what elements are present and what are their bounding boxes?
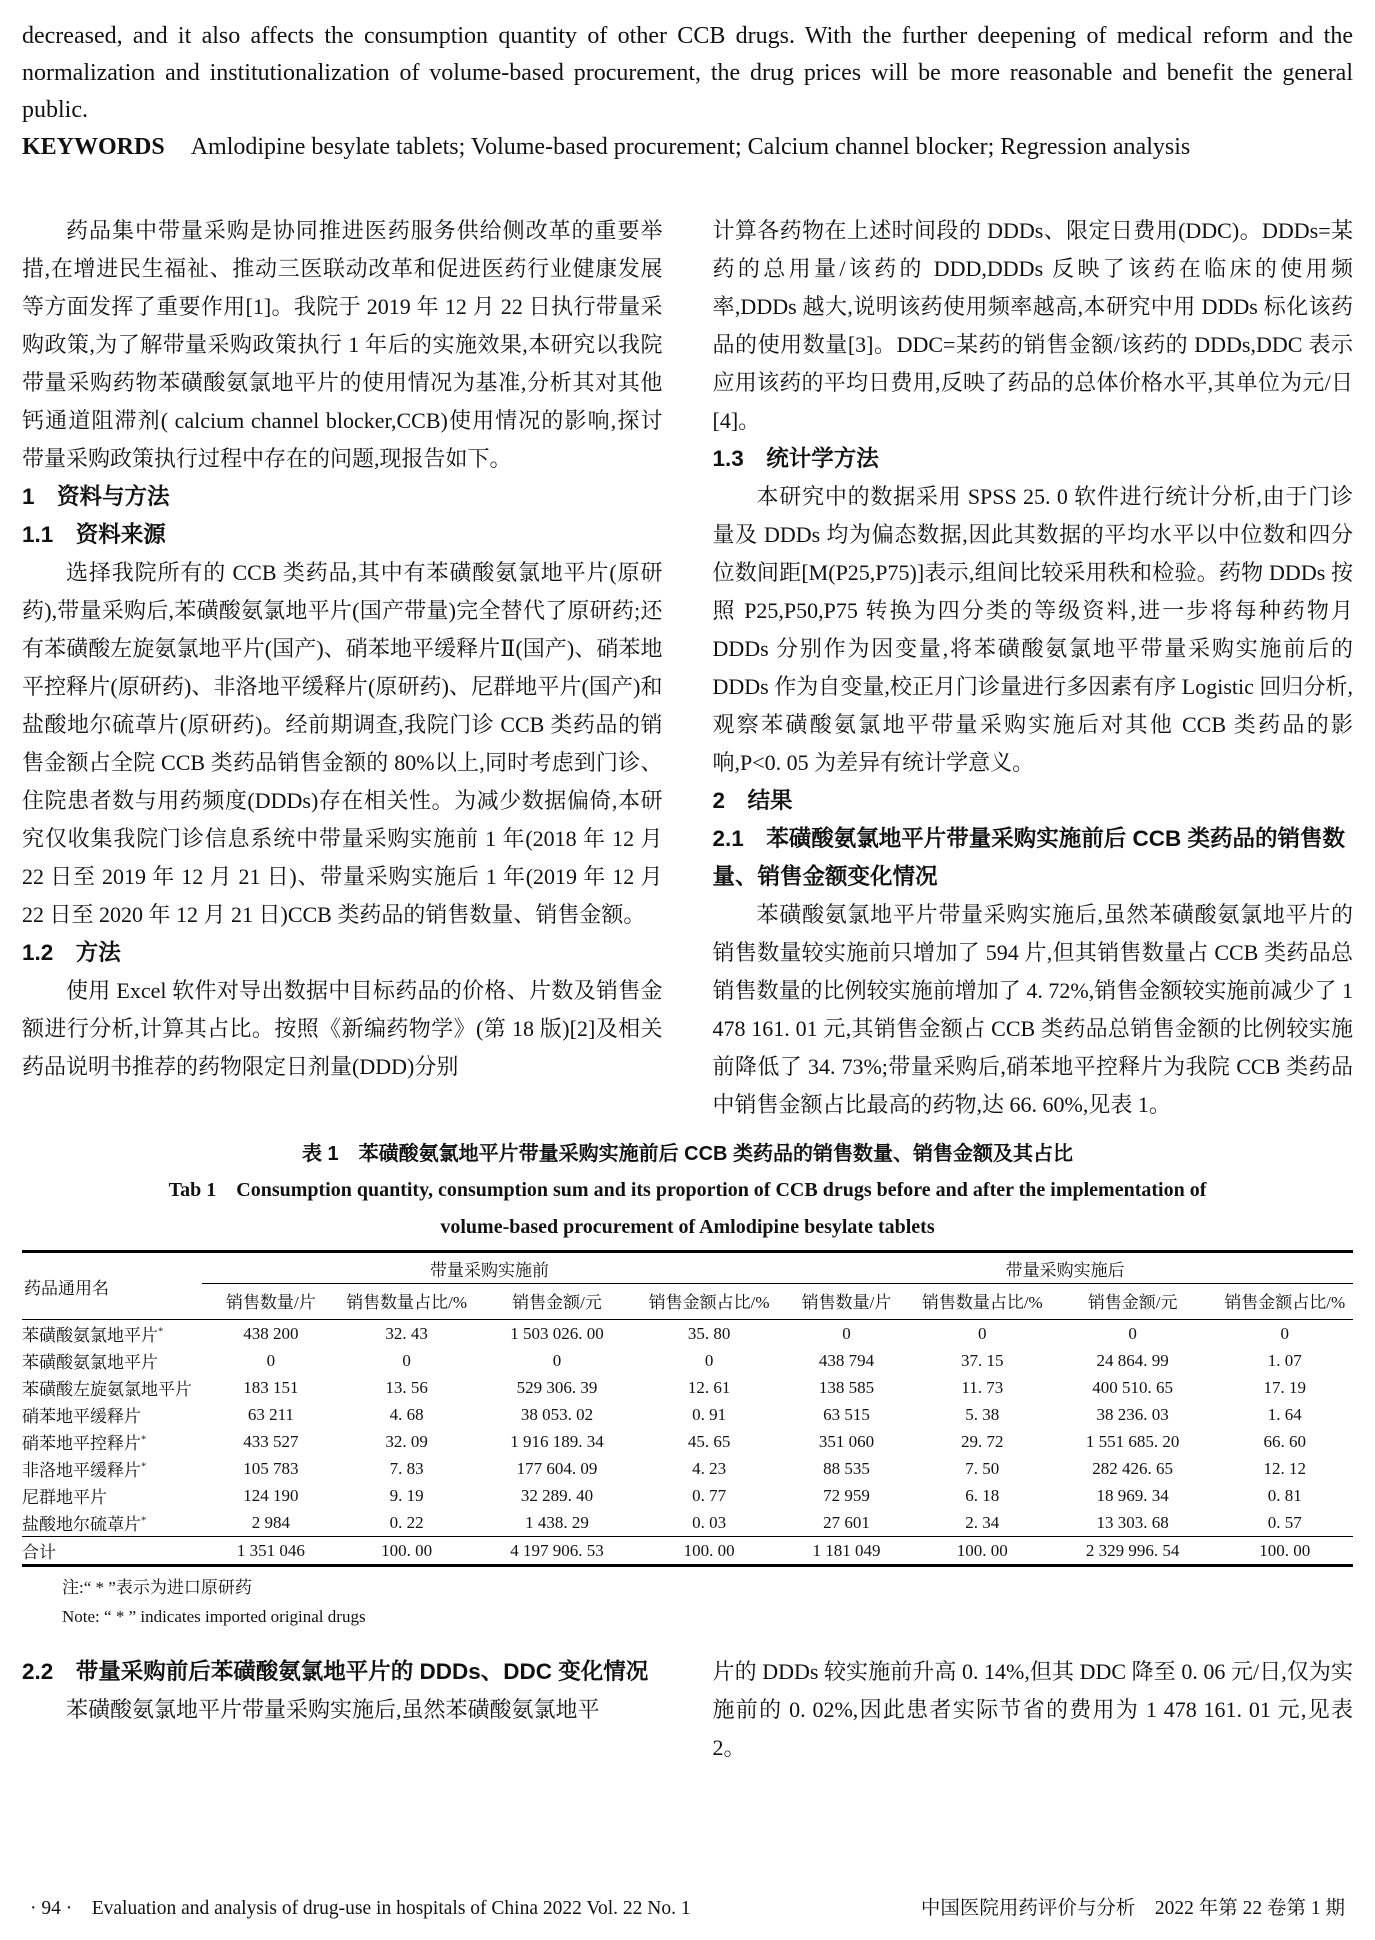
imported-original-drug-asterisk: * — [141, 1461, 147, 1473]
body-columns — [22, 212, 1353, 1124]
value-cell: 38 236. 03 — [1096, 1404, 1169, 1424]
value-cell: 18 969. 34 — [1096, 1485, 1169, 1505]
value-cell: 1 551 685. 20 — [1085, 1431, 1180, 1451]
value-cell: 88 535 — [823, 1458, 870, 1478]
col-header-drug-name: 药品通用名 — [22, 1252, 202, 1320]
drug-name-cell: 苯磺酸氨氯地平片* — [22, 1326, 164, 1345]
table-1-block — [22, 1136, 1353, 1631]
keywords-text: Amlodipine besylate tablets; Volume-based procurement; Calcium channel blocker; Regression analysis — [190, 134, 1191, 160]
value-cell: 32. 43 — [385, 1323, 428, 1343]
section-1-1-heading: 1.1 资料来源 — [22, 522, 166, 547]
value-cell: 38 053. 02 — [520, 1404, 594, 1424]
value-cell: 0. 91 — [692, 1404, 727, 1424]
footer-journal-zh: 中国医院用药评价与分析 2022 年第 22 卷第 1 期 — [920, 1898, 1345, 1919]
section-2-1-heading: 2.1 苯磺酸氨氯地平片带量采购实施前后 CCB 类药品的销售数量、销售金额变化情况 — [712, 826, 1346, 889]
value-cell: 1 181 049 — [777, 1537, 915, 1566]
value-cell: 1. 07 — [1267, 1350, 1302, 1370]
value-cell: 0 — [1280, 1323, 1290, 1343]
col-header-amount-after: 销售金额/元 — [1049, 1284, 1217, 1320]
section-1-3-paragraph: 本研究中的数据采用 SPSS 25. 0 软件进行统计分析,由于门诊量及 DDDs 均为偏态数据,因此其数据的平均水平以中位数和四分位数间距[M(P25,P75)]表示,组间比较采用秩和检验。药物 DDDs 按照 P25,P50,P75 转换为四分类的等级资料,进一步将每种药物月 DDDs 分别作为因变量,将苯磺酸氨氯地平带量采购实施前后的 DDDs 作为自变量,校正月门诊量进行多因素有序 Logistic 回归分析,观察苯磺酸氨氯地平带量采购实施后对其他 CCB 类药品的影响,P<0. 05 为差异有统计学意义。 — [712, 484, 1353, 775]
imported-original-drug-asterisk: * — [141, 1515, 147, 1527]
value-cell: 0 — [1128, 1323, 1137, 1343]
footer-journal-en: · 94 · Evaluation and analysis of drug-use in hospitals of China 2022 Vol. 22 No. 1 — [30, 1898, 691, 1919]
bottom-right-column — [713, 1653, 1354, 1767]
drug-name-cell: 苯磺酸左旋氨氯地平片 — [22, 1380, 192, 1399]
col-group-before: 带量采购实施前 — [202, 1252, 778, 1284]
value-cell: 105 783 — [243, 1458, 299, 1478]
value-cell: 7. 83 — [389, 1458, 424, 1478]
value-cell: 183 151 — [243, 1377, 299, 1397]
value-cell: 2 329 996. 54 — [1049, 1537, 1217, 1566]
value-cell: 100. 00 — [340, 1537, 473, 1566]
section-2-2-paragraph-start: 苯磺酸氨氯地平片带量采购实施后,虽然苯磺酸氨氯地平 — [66, 1697, 600, 1722]
section-1-3-heading: 1.3 统计学方法 — [712, 446, 879, 471]
value-cell: 177 604. 09 — [516, 1458, 598, 1478]
value-cell: 4 197 906. 53 — [473, 1537, 641, 1566]
value-cell: 45. 65 — [687, 1431, 731, 1451]
value-cell: 529 306. 39 — [516, 1377, 598, 1397]
right-column — [713, 212, 1354, 1124]
value-cell: 4. 23 — [692, 1458, 727, 1478]
table-row — [22, 1482, 1353, 1509]
value-cell: 0 — [978, 1323, 987, 1343]
value-cell: 0 — [266, 1350, 276, 1370]
col-header-amount-pct-before: 销售金额占比/% — [641, 1284, 777, 1320]
value-cell: 438 200 — [243, 1323, 299, 1343]
drug-name-cell: 尼群地平片 — [22, 1488, 107, 1507]
value-cell: 400 510. 65 — [1092, 1377, 1174, 1397]
imported-original-drug-asterisk: * — [141, 1434, 147, 1446]
value-cell: 1. 64 — [1267, 1404, 1302, 1424]
drug-name-cell: 盐酸地尔硫䓬片* — [22, 1515, 147, 1534]
table-row — [22, 1347, 1353, 1374]
table-header — [22, 1252, 1353, 1320]
value-cell: 138 585 — [818, 1377, 875, 1397]
table-total-row — [22, 1537, 1353, 1566]
table-caption-zh: 表 1 苯磺酸氨氯地平片带量采购实施前后 CCB 类药品的销售数量、销售金额及其占比 — [301, 1143, 1074, 1165]
value-cell: 35. 80 — [687, 1323, 731, 1343]
col-group-after: 带量采购实施后 — [777, 1252, 1353, 1284]
value-cell: 1 503 026. 00 — [510, 1323, 604, 1343]
col-header-qty-pct-before: 销售数量占比/% — [340, 1284, 473, 1320]
table-caption-en-line2: volume-based procurement of Amlodipine besylate tablets — [440, 1216, 935, 1238]
value-cell: 13 303. 68 — [1096, 1512, 1169, 1532]
value-cell: 12. 12 — [1263, 1458, 1307, 1478]
value-cell: 4. 68 — [389, 1404, 424, 1424]
drug-name-cell: 苯磺酸氨氯地平片 — [22, 1353, 158, 1372]
section-2-1-paragraph: 苯磺酸氨氯地平片带量采购实施后,虽然苯磺酸氨氯地平片的销售数量较实施前只增加了 594 片,但其销售数量占 CCB 类药品总销售数量的比例较实施前增加了 4. 72%,销售金额较实施前减少了 1 478 161. 01 元,其销售金额占 CCB 类药品总销售金额的比例较实施前降低了 34. 73%;带量采购后,硝苯地平控释片为我院 CCB 类药品中销售金额占比最高的药物,达 66. 60%,见表 1。 — [712, 902, 1353, 1117]
value-cell: 0. 77 — [692, 1485, 727, 1505]
value-cell: 13. 56 — [385, 1377, 428, 1397]
table-row — [22, 1374, 1353, 1401]
section-2-2-heading: 2.2 带量采购前后苯磺酸氨氯地平片的 DDDs、DDC 变化情况 — [22, 1659, 649, 1684]
value-cell: 63 515 — [823, 1404, 870, 1424]
abstract-english-text: decreased, and it also affects the consumption quantity of other CCB drugs. With the further deepening of medical reform and the normalization and institutionalization of volume-based procurement, the drug prices will be more reasonable and benefit the general public. — [22, 23, 1353, 123]
value-cell: 11. 73 — [961, 1377, 1004, 1397]
col-header-amount-pct-after: 销售金额占比/% — [1217, 1284, 1353, 1320]
col-header-qty-after: 销售数量/片 — [777, 1284, 915, 1320]
value-cell: 0 — [704, 1350, 714, 1370]
value-cell: 66. 60 — [1263, 1431, 1307, 1451]
value-cell: 17. 19 — [1263, 1377, 1307, 1397]
value-cell: 1 438. 29 — [525, 1512, 589, 1532]
intro-paragraph: 药品集中带量采购是协同推进医药服务供给侧改革的重要举措,在增进民生福祉、推动三医联动改革和促进医药行业健康发展等方面发挥了重要作用[1]。我院于 2019 年 12 月 22 日执行带量采购政策,为了解带量采购政策执行 1 年后的实施效果,本研究以我院带量采购药物苯磺酸氨氯地平片的使用情况为基准,分析其对其他钙通道阻滞剂( calcium channel blocker,CCB)使用情况的影响,探讨带量采购政策执行过程中存在的问题,现报告如下。 — [22, 218, 663, 471]
value-cell: 12. 61 — [687, 1377, 731, 1397]
section-1-1-paragraph: 选择我院所有的 CCB 类药品,其中有苯磺酸氨氯地平片(原研药),带量采购后,苯磺酸氨氯地平片(国产带量)完全替代了原研药;还有苯磺酸左旋氨氯地平片(国产)、硝苯地平缓释片Ⅱ(国产)、硝苯地平控释片(原研药)、非洛地平缓释片(原研药)、尼群地平片(国产)和盐酸地尔硫䓬片(原研药)。经前期调查,我院门诊 CCB 类药品的销售金额占全院 CCB 类药品销售金额的 80%以上,同时考虑到门诊、住院患者数与用药频度(DDDs)存在相关性。为减少数据偏倚,本研究仅收集我院门诊信息系统中带量采购实施前 1 年(2018 年 12 月 22 日至 2019 年 12 月 21 日)、带量采购实施后 1 年(2019 年 12 月 22 日至 2020 年 12 月 21 日)CCB 类药品的销售数量、销售金额。 — [22, 560, 663, 927]
col-header-qty-before: 销售数量/片 — [202, 1284, 340, 1320]
table-body — [22, 1320, 1353, 1566]
value-cell: 0 — [552, 1350, 562, 1370]
value-cell: 6. 18 — [965, 1485, 1000, 1505]
value-cell: 351 060 — [818, 1431, 875, 1451]
value-cell: 2. 34 — [965, 1512, 1000, 1532]
col-header-amount-before: 销售金额/元 — [473, 1284, 641, 1320]
value-cell: 1 916 189. 34 — [510, 1431, 604, 1451]
value-cell: 32 289. 40 — [520, 1485, 594, 1505]
value-cell: 0. 81 — [1267, 1485, 1302, 1505]
value-cell: 27 601 — [823, 1512, 870, 1532]
value-cell: 7. 50 — [965, 1458, 1000, 1478]
value-cell: 0 — [402, 1350, 411, 1370]
value-cell: 282 426. 65 — [1092, 1458, 1174, 1478]
table-note-zh: 注:“ * ”表示为进口原研药 — [62, 1578, 252, 1597]
table-note-en: Note: “ * ” indicates imported original drugs — [62, 1607, 366, 1626]
drug-name-cell: 非洛地平缓释片* — [22, 1461, 147, 1480]
table-notes — [22, 1573, 1353, 1631]
section-1-2-heading: 1.2 方法 — [22, 940, 121, 965]
value-cell: 1 351 046 — [202, 1537, 340, 1566]
table-row — [22, 1401, 1353, 1428]
consumption-table — [22, 1250, 1353, 1567]
drug-name-cell: 硝苯地平控释片* — [22, 1434, 147, 1453]
imported-original-drug-asterisk: * — [158, 1326, 164, 1338]
value-cell: 100. 00 — [916, 1537, 1049, 1566]
keywords-label: KEYWORDS — [22, 134, 165, 160]
section-1-heading: 1 资料与方法 — [22, 484, 170, 509]
section-2-heading: 2 结果 — [712, 788, 793, 813]
abstract-block — [22, 18, 1353, 166]
table-row — [22, 1509, 1353, 1537]
bottom-left-column — [22, 1653, 663, 1767]
table-row — [22, 1428, 1353, 1455]
value-cell: 100. 00 — [1217, 1537, 1353, 1566]
table-row — [22, 1320, 1353, 1348]
drug-name-cell: 合计 — [22, 1537, 202, 1566]
section-1-2-paragraph: 使用 Excel 软件对导出数据中目标药品的价格、片数及销售金额进行分析,计算其占比。按照《新编药物学》(第 18 版)[2]及相关药品说明书推荐的药物限定日剂量(DDD)分别 — [22, 978, 663, 1079]
drug-name-cell: 硝苯地平缓释片 — [22, 1407, 141, 1426]
section-2-2-paragraph-continuation: 片的 DDDs 较实施前升高 0. 14%,但其 DDC 降至 0. 06 元/日,仅为实施前的 0. 02%,因此患者实际节省的费用为 1 478 161. 01 元,见表 2。 — [712, 1659, 1353, 1760]
value-cell: 24 864. 99 — [1096, 1350, 1169, 1370]
value-cell: 0. 03 — [692, 1512, 727, 1532]
keywords-paragraph — [22, 129, 1353, 166]
value-cell: 433 527 — [243, 1431, 299, 1451]
page-footer — [22, 1892, 1353, 1924]
value-cell: 63 211 — [247, 1404, 294, 1424]
section-1-2-continuation: 计算各药物在上述时间段的 DDDs、限定日费用(DDC)。DDDs=某药的总用量/该药的 DDD,DDDs 反映了该药在临床的使用频率,DDDs 越大,说明该药使用频率越高,本研究中用 DDDs 标化该药品的使用数量[3]。DDC=某药的销售金额/该药的 DDDs,DDC 表示应用该药的平均日费用,反映了药品的总体价格水平,其单位为元/日[4]。 — [712, 218, 1353, 433]
value-cell: 29. 72 — [961, 1431, 1004, 1451]
value-cell: 100. 00 — [641, 1537, 777, 1566]
value-cell: 438 794 — [818, 1350, 875, 1370]
value-cell: 0. 57 — [1267, 1512, 1302, 1532]
value-cell: 0 — [842, 1323, 851, 1343]
value-cell: 37. 15 — [961, 1350, 1004, 1370]
value-cell: 124 190 — [243, 1485, 299, 1505]
table-caption-en-line1: Tab 1 Consumption quantity, consumption sum and its proportion of CCB drugs before and after the implementation of — [168, 1179, 1207, 1201]
value-cell: 5. 38 — [965, 1404, 1000, 1424]
value-cell: 72 959 — [823, 1485, 870, 1505]
value-cell: 32. 09 — [385, 1431, 428, 1451]
bottom-columns — [22, 1653, 1353, 1767]
value-cell: 2 984 — [251, 1512, 290, 1532]
table-row — [22, 1455, 1353, 1482]
value-cell: 0. 22 — [389, 1512, 424, 1532]
value-cell: 9. 19 — [389, 1485, 424, 1505]
left-column — [22, 212, 663, 1124]
col-header-qty-pct-after: 销售数量占比/% — [916, 1284, 1049, 1320]
